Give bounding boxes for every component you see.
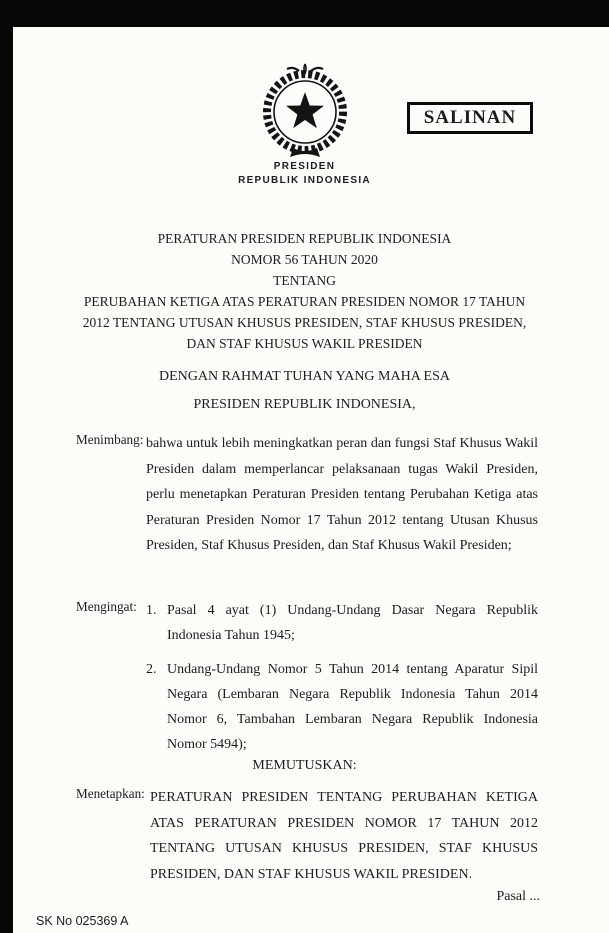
title-line-5: 2012 TENTANG UTUSAN KHUSUS PRESIDEN, STAF KHUSUS PRESIDEN, — [82, 315, 527, 330]
menimbang-label: Menimbang: — [76, 432, 144, 447]
mengingat-item-1 — [146, 598, 538, 648]
list-item-text: Pasal 4 ayat (1) Undang-Undang Dasar Negara Republik Indonesia Tahun 1945; — [167, 603, 538, 643]
menetapkan-text: PERATURAN PRESIDEN TENTANG PERUBAHAN KETIGA ATAS PERATURAN PRESIDEN NOMOR 17 TAHUN 2012 TENTANG UTUSAN KHUSUS PRESIDEN, STAF KHUSUS PRESIDEN, DAN STAF KHUSUS WAKIL PRESIDEN. — [150, 790, 538, 882]
list-item-number: 1. — [146, 603, 157, 618]
document-title — [0, 228, 609, 354]
mengingat-label: Mengingat: — [76, 599, 137, 614]
salinan-stamp-label: SALINAN — [423, 107, 517, 128]
presidential-seal-icon — [259, 62, 351, 162]
title-line-6: DAN STAF KHUSUS WAKIL PRESIDEN — [186, 336, 423, 351]
title-line-3: TENTANG — [273, 273, 336, 288]
letterhead-republik-indonesia: REPUBLIK INDONESIA — [238, 175, 371, 186]
authority-line: PRESIDEN REPUBLIK INDONESIA, — [193, 397, 416, 412]
title-line-1: PERATURAN PRESIDEN REPUBLIK INDONESIA — [157, 231, 452, 246]
menetapkan-label: Menetapkan: — [76, 786, 145, 801]
page-catchword: Pasal ... — [496, 889, 540, 904]
mengingat-list — [146, 598, 538, 766]
list-item-number: 2. — [146, 662, 157, 677]
letterhead — [0, 160, 609, 188]
menimbang-text: bahwa untuk lebih meningkatkan peran dan fungsi Staf Khusus Wakil Presiden dalam memperlancar pelaksanaan tugas Wakil Presiden, perlu menetapkan Peraturan Presiden tentang Perubahan Ketiga atas Peraturan Presiden Nomor 17 Tahun 2012 tentang Utusan Khusus Presiden, Staf Khusus Presiden, dan Staf Khusus Wakil Presiden; — [146, 436, 538, 553]
title-line-4: PERUBAHAN KETIGA ATAS PERATURAN PRESIDEN NOMOR 17 TAHUN — [83, 294, 526, 309]
invocation-line: DENGAN RAHMAT TUHAN YANG MAHA ESA — [158, 369, 451, 384]
sk-number: SK No 025369 A — [36, 914, 129, 928]
list-item-text: Undang-Undang Nomor 5 Tahun 2014 tentang Aparatur Sipil Negara (Lembaran Negara Republik Indonesia Tahun 2014 Nomor 6, Tambahan Lembaran Negara Republik Indonesia Nomor 5494); — [167, 662, 538, 752]
scan-border-left — [0, 0, 13, 933]
mengingat-item-2 — [146, 657, 538, 757]
memutuskan-heading: MEMUTUSKAN: — [252, 758, 357, 773]
letterhead-presiden: PRESIDEN — [273, 161, 336, 172]
scan-border-top — [0, 0, 609, 27]
salinan-stamp — [407, 102, 533, 134]
title-line-2: NOMOR 56 TAHUN 2020 — [231, 252, 378, 267]
